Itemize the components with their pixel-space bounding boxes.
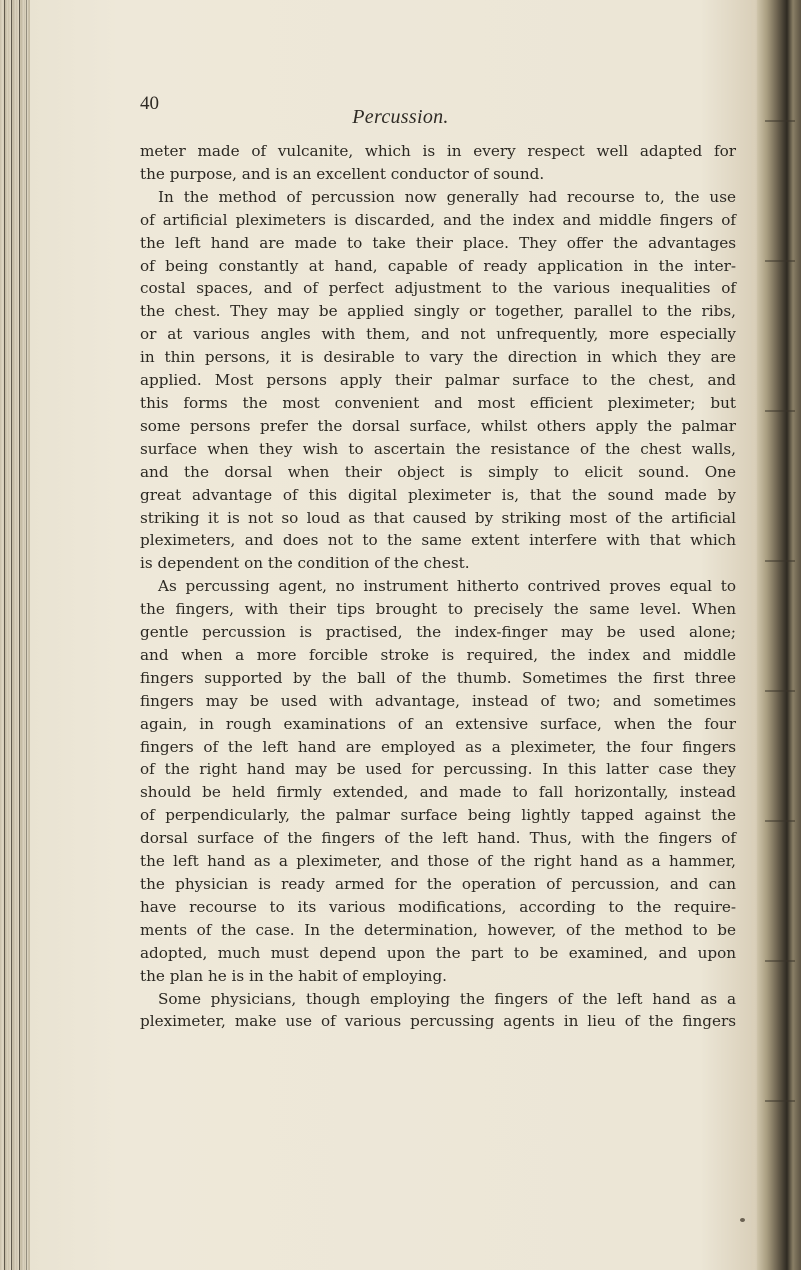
text-line: of the right hand may be used for percussing. In this latter case they	[140, 760, 736, 779]
running-title: Percussion.	[352, 106, 449, 128]
text-line: this forms the most convenient and most efficient pleximeter; but	[140, 393, 736, 412]
text-line: In the method of percussion now generally had recourse to, the use	[158, 187, 736, 206]
ink-speck	[740, 1218, 745, 1222]
text-line: gentle percussion is practised, the index-finger may be used alone;	[140, 623, 736, 642]
body-text	[140, 140, 736, 1033]
text-line: ments of the case. In the determination, however, of the method to be	[140, 920, 736, 939]
text-line: pleximeters, and does not to the same extent interfere with that which	[140, 531, 736, 550]
text-line: is dependent on the condition of the chest.	[140, 554, 470, 573]
text-line: fingers of the left hand are employed as a pleximeter, the four fingers	[140, 737, 736, 756]
text-line: the chest. They may be applied singly or together, parallel to the ribs,	[140, 302, 736, 321]
text-line: again, in rough examinations of an extensive surface, when the four	[140, 714, 736, 733]
text-line: dorsal surface of the fingers of the left hand. Thus, with the fingers of	[140, 829, 736, 848]
text-line: the physician is ready armed for the operation of percussion, and can	[140, 875, 736, 893]
text-line: of artificial pleximeters is discarded, and the index and middle fingers of	[140, 210, 736, 229]
text-line: great advantage of this digital pleximeter is, that the sound made by	[140, 485, 736, 504]
right-page-edge	[757, 0, 801, 1270]
text-line: As percussing agent, no instrument hitherto contrived proves equal to	[158, 577, 736, 596]
text-line: the left hand as a pleximeter, and those of the right hand as a hammer,	[140, 852, 736, 871]
text-line: and when a more forcible stroke is required, the index and middle	[140, 645, 736, 664]
text-line: of being constantly at hand, capable of ready application in the inter-	[140, 256, 736, 275]
text-line: and the dorsal when their object is simply to elicit sound. One	[140, 462, 736, 481]
text-line: have recourse to its various modifications, according to the require-	[140, 897, 736, 916]
text-line: the plan he is in the habit of employing.	[140, 966, 448, 985]
text-line: fingers may be used with advantage, instead of two; and sometimes	[140, 691, 736, 710]
page-number: 40	[140, 93, 159, 114]
text-line: some persons prefer the dorsal surface, whilst others apply the palmar	[140, 416, 736, 435]
text-line: the fingers, with their tips brought to precisely the same level. When	[140, 600, 736, 619]
text-line: adopted, much must depend upon the part to be examined, and upon	[140, 943, 736, 962]
text-line: meter made of vulcanite, which is in every respect well adapted for	[140, 142, 736, 160]
text-line: the purpose, and is an excellent conductor of sound.	[140, 164, 545, 183]
text-line: costal spaces, and of perfect adjustment to the various inequalities of	[140, 279, 736, 298]
text-line: in thin persons, it is desirable to vary the direction in which they are	[140, 348, 736, 367]
text-line: Some physicians, though employing the fingers of the left hand as a	[158, 989, 736, 1008]
text-line: fingers supported by the ball of the thumb. Sometimes the first three	[140, 668, 736, 687]
text-line: striking it is not so loud as that caused by striking most of the artificial	[140, 508, 736, 527]
text-line: the left hand are made to take their place. They offer the advantages	[140, 233, 736, 252]
left-binding-edge	[0, 0, 30, 1270]
text-line: surface when they wish to ascertain the resistance of the chest walls,	[140, 439, 736, 458]
text-line: pleximeter, make use of various percussing agents in lieu of the fingers	[140, 1012, 736, 1031]
text-line: should be held firmly extended, and made to fall horizontally, instead	[140, 783, 736, 802]
text-line: or at various angles with them, and not unfrequently, more especially	[140, 325, 736, 344]
text-line: of perpendicularly, the palmar surface being lightly tapped against the	[140, 806, 736, 825]
text-line: applied. Most persons apply their palmar surface to the chest, and	[140, 371, 736, 390]
